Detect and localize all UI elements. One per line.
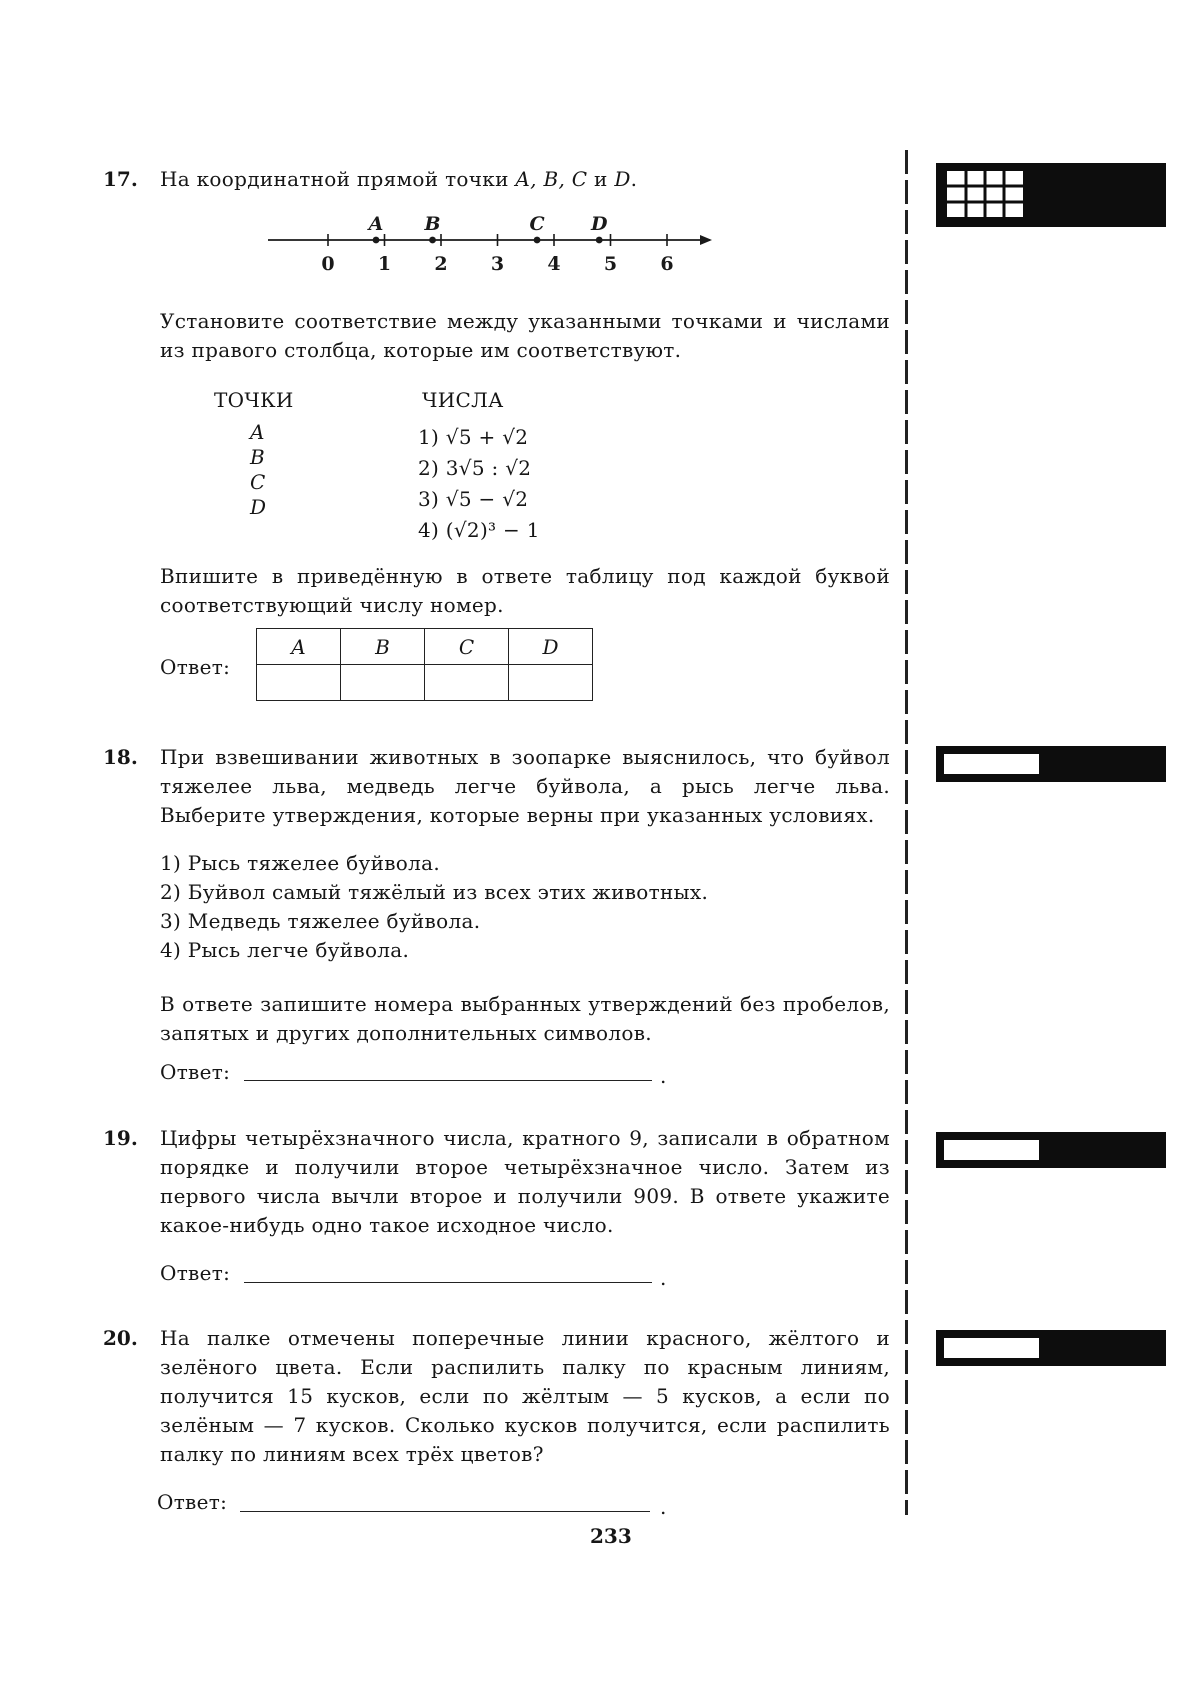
task17-answer-table: [256, 628, 593, 701]
answer-cell[interactable]: [425, 665, 509, 701]
answer-box-19: [936, 1132, 1166, 1168]
task18-number: 18.: [103, 745, 138, 769]
point-marker: [429, 237, 436, 244]
page-number: 233: [590, 1524, 632, 1548]
tick-label: 4: [547, 253, 561, 275]
task19-answer-dot: .: [660, 1266, 667, 1290]
task18-answer-dot: .: [660, 1064, 667, 1088]
task18-options: [160, 849, 708, 965]
tick-label: 2: [434, 253, 448, 275]
points-header: ТОЧКИ: [214, 388, 294, 412]
number-item: 1) √5 + √2: [418, 425, 529, 449]
grid-cells-icon: [946, 170, 1026, 220]
table-header-cell: A: [257, 629, 341, 665]
option-item: 3) Медведь тяжелее буйвола.: [160, 909, 481, 933]
task20-answer-label: Ответ:: [157, 1490, 228, 1514]
point-marker: [534, 237, 541, 244]
tick-label: 0: [321, 253, 335, 275]
points-list: [250, 420, 266, 520]
task17-answer-label: Ответ:: [160, 655, 231, 679]
answer-cell[interactable]: [509, 665, 593, 701]
numbers-list: [418, 422, 540, 546]
tick-label: 5: [603, 253, 618, 275]
task20-number: 20.: [103, 1326, 138, 1350]
option-item: 4) Рысь легче буйвола.: [160, 938, 410, 962]
tick-label: 6: [660, 253, 674, 275]
number-item: 3) √5 − √2: [418, 487, 529, 511]
table-header-cell: B: [341, 629, 425, 665]
tick-label: 3: [490, 253, 505, 275]
task18-answer-line[interactable]: [244, 1080, 652, 1081]
task18-answer-label: Ответ:: [160, 1060, 231, 1084]
point-item: C: [250, 470, 266, 494]
task19-number: 19.: [103, 1126, 138, 1150]
task17-fill-instruction: Впишите в приведённую в ответе таблицу под каждой буквой соответствующий числу номер.: [160, 564, 890, 617]
point-label: B: [424, 213, 441, 235]
task19-text: Цифры четырёхзначного числа, кратного 9, записали в обратном порядке и получили второе четырёхзначное число. Затем из первого числа вычли второе и получили 909. В ответе укажите какое-нибудь одно такое исходное число.: [160, 1126, 890, 1237]
task20-answer-dot: .: [660, 1495, 667, 1519]
cut-line: [905, 150, 908, 1515]
answer-cell[interactable]: [257, 665, 341, 701]
task18-note: В ответе запишите номера выбранных утверждений без пробелов, запятых и других дополнительных символов.: [160, 992, 890, 1045]
point-item: A: [250, 420, 265, 444]
table-header-cell: D: [509, 629, 593, 665]
arrow-icon: [700, 235, 712, 245]
task17-instruction: Установите соответствие между указанными точками и числами из правого столбца, которые им соответствуют.: [160, 309, 890, 362]
number-item: 2) 3√5 : √2: [418, 456, 532, 480]
option-item: 1) Рысь тяжелее буйвола.: [160, 851, 440, 875]
point-label: D: [590, 213, 608, 235]
number-line: [260, 205, 740, 280]
task20-answer-line[interactable]: [240, 1511, 650, 1512]
point-marker: [596, 237, 603, 244]
task17-title: На координатной прямой точки A, B, C и D.: [160, 167, 638, 191]
tick-label: 1: [377, 253, 392, 275]
option-item: 2) Буйвол самый тяжёлый из всех этих животных.: [160, 880, 709, 904]
answer-box-20: [936, 1330, 1166, 1366]
answer-cell[interactable]: [341, 665, 425, 701]
numbers-header: ЧИСЛА: [422, 388, 504, 412]
point-item: B: [250, 445, 265, 469]
point-item: D: [250, 495, 267, 519]
number-item: 4) (√2)³ − 1: [418, 518, 540, 542]
task17-number: 17.: [103, 167, 138, 191]
answer-box-18: [936, 746, 1166, 782]
task20-text: На палке отмечены поперечные линии красного, жёлтого и зелёного цвета. Если распилить палку по красным линиям, получится 15 кусков, если по жёлтым — 5 кусков, а если по зелёным — 7 кусков. Сколько кусков получится, если распилить палку по линиям всех трёх цветов?: [160, 1326, 890, 1466]
point-label: C: [529, 213, 545, 235]
point-marker: [373, 237, 380, 244]
answer-box-17: [936, 163, 1166, 227]
point-label: A: [368, 213, 384, 235]
task19-answer-line[interactable]: [244, 1282, 652, 1283]
table-header-cell: C: [425, 629, 509, 665]
task19-answer-label: Ответ:: [160, 1261, 231, 1285]
task18-text: При взвешивании животных в зоопарке выяснилось, что буйвол тяжелее льва, медведь легче буйвола, а рысь легче льва. Выберите утверждения, которые верны при указанных условиях.: [160, 745, 890, 827]
